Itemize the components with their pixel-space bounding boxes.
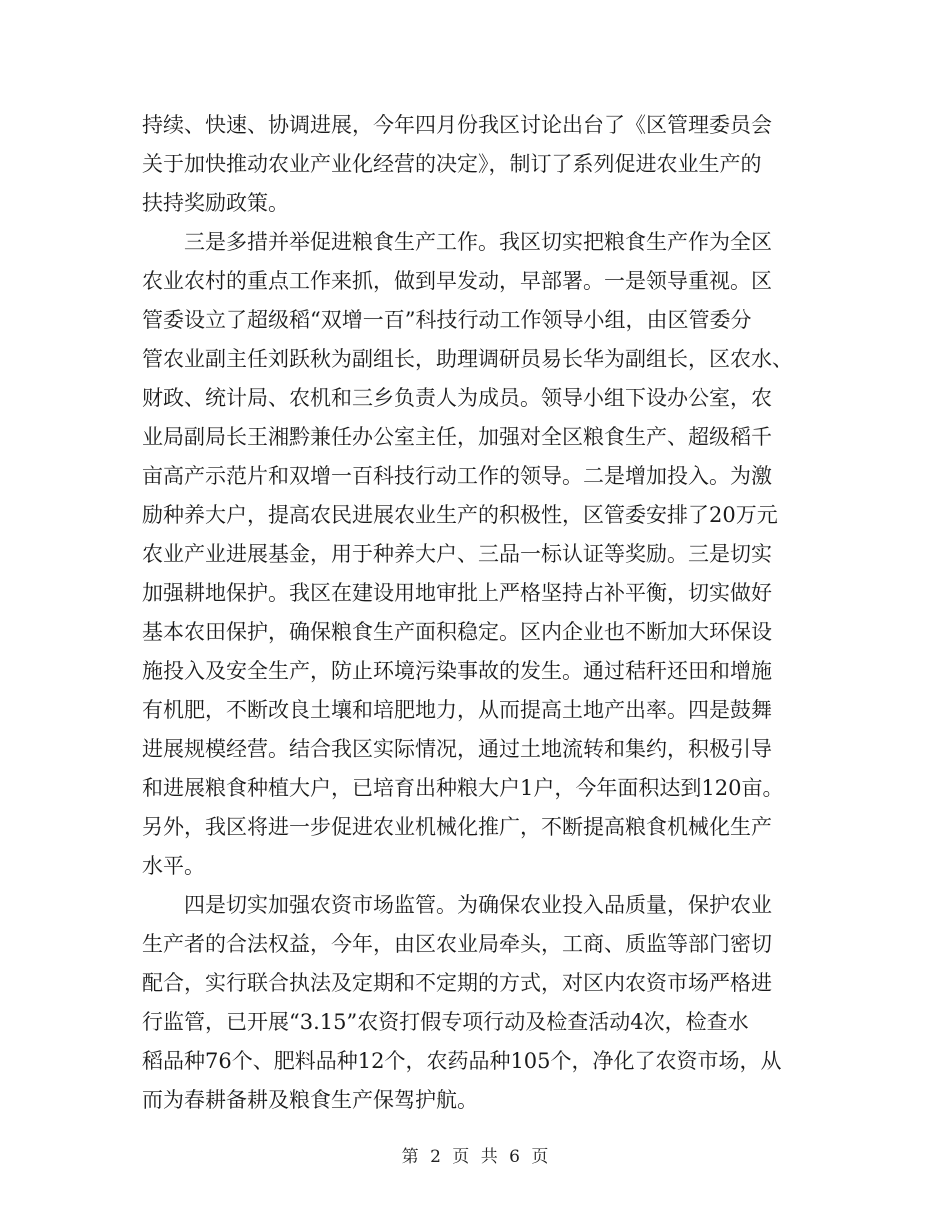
- text-line: 四是切实加强农资市场监管。为确保农业投入品质量，保护农业: [184, 893, 772, 917]
- footer-total-pages: 6: [509, 1147, 520, 1167]
- text-line: 进展规模经营。结合我区实际情况，通过土地流转和集约，积极引导: [142, 737, 772, 761]
- text-line: 水平。: [142, 854, 205, 878]
- text-line: 农业产业进展基金，用于种养大户、三品一标认证等奖励。三是切实: [142, 542, 772, 566]
- text-line: 有机肥，不断改良土壤和培肥地力，从而提高土地产出率。四是鼓舞: [142, 698, 772, 722]
- text-line: 稻品种76个、肥料品种12个，农药品种105个，净化了农资市场，从: [142, 1049, 782, 1073]
- text-line: 加强耕地保护。我区在建设用地审批上严格坚持占补平衡，切实做好: [142, 581, 772, 605]
- footer-prefix: 第: [401, 1147, 419, 1167]
- text-line: 管委设立了超级稻“双增一百”科技行动工作领导小组，由区管委分: [142, 308, 752, 332]
- text-line: 三是多措并举促进粮食生产工作。我区切实把粮食生产作为全区: [184, 230, 772, 254]
- text-line: 另外，我区将进一步促进农业机械化推广，不断提高粮食机械化生产: [142, 815, 772, 839]
- text-line: 关于加快推动农业产业化经营的决定》，制订了系列促进农业生产的: [142, 152, 762, 176]
- text-line: 励种养大户，提高农民进展农业生产的积极性，区管委安排了20万元: [142, 503, 778, 527]
- document-body: [142, 106, 822, 1120]
- text-line: 持续、快速、协调进展，今年四月份我区讨论出台了《区管理委员会: [142, 113, 772, 137]
- text-line: 管农业副主任刘跃秋为副组长，助理调研员易长华为副组长，区农水、: [142, 347, 793, 371]
- text-line: 基本农田保护，确保粮食生产面积稳定。区内企业也不断加大环保设: [142, 620, 772, 644]
- text-line: 和进展粮食种植大户，已培育出种粮大户1户，今年面积达到120亩。: [142, 776, 784, 800]
- footer-page-word: 页: [452, 1147, 470, 1167]
- text-line: 而为春耕备耕及粮食生产保驾护航。: [142, 1088, 478, 1112]
- footer-total-word: 共: [480, 1147, 498, 1167]
- text-line: 行监管，已开展“3.15”农资打假专项行动及检查活动4次，检查水: [142, 1010, 749, 1034]
- text-line: 财政、统计局、农机和三乡负责人为成员。领导小组下设办公室，农: [142, 386, 772, 410]
- footer-current-page: 2: [430, 1147, 441, 1167]
- page-footer: [0, 1145, 950, 1169]
- text-line: 亩高产示范片和双增一百科技行动工作的领导。二是增加投入。为激: [142, 464, 772, 488]
- text-line: 扶持奖励政策。: [142, 191, 289, 215]
- footer-suffix: 页: [531, 1147, 549, 1167]
- text-line: 配合，实行联合执法及定期和不定期的方式，对区内农资市场严格进: [142, 971, 772, 995]
- text-line: 农业农村的重点工作来抓，做到早发动，早部署。一是领导重视。区: [142, 269, 772, 293]
- text-line: 施投入及安全生产，防止环境污染事故的发生。通过秸秆还田和增施: [142, 659, 772, 683]
- text-line: 业局副局长王湘黔兼任办公室主任，加强对全区粮食生产、超级稻千: [142, 425, 772, 449]
- text-line: 生产者的合法权益，今年，由区农业局牵头，工商、质监等部门密切: [142, 932, 772, 956]
